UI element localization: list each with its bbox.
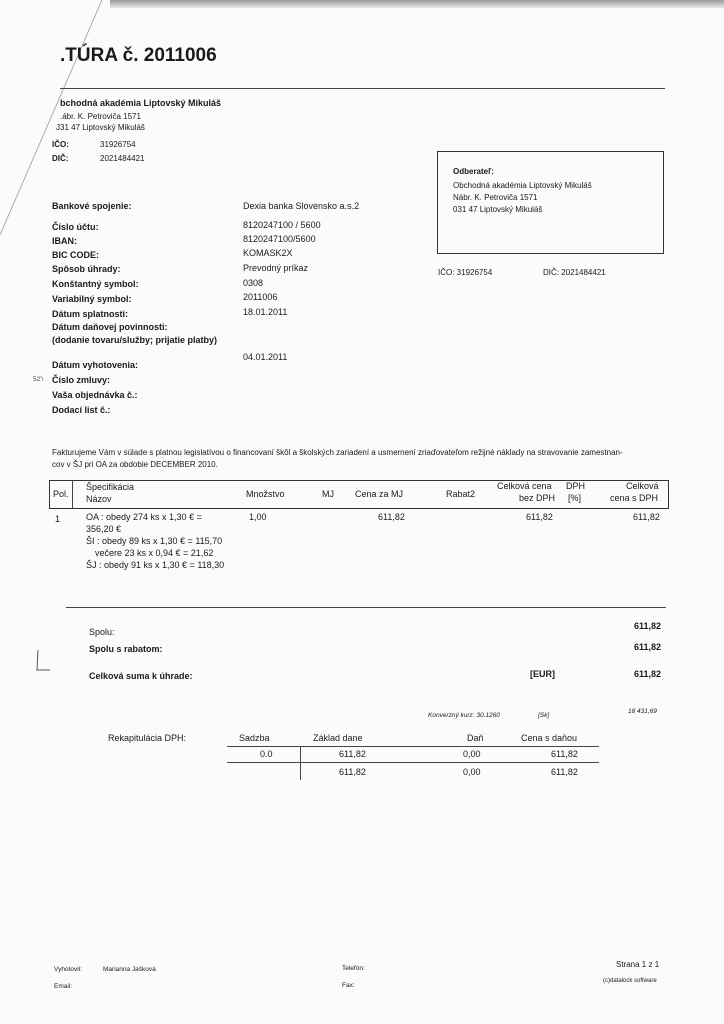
scan-edge (110, 0, 724, 8)
supplier-ico: 31926754 (100, 140, 136, 149)
var-value: 2011006 (243, 292, 278, 302)
page-number: Strana 1 z 1 (616, 960, 660, 969)
due-currency: [EUR] (530, 669, 555, 679)
vat-row1-base: 611,82 (339, 749, 366, 759)
fax-label: Fax: (342, 982, 355, 989)
col-qty: Množstvo (246, 489, 285, 499)
row-qty: 1,00 (249, 512, 267, 522)
row-total-vat: 611,82 (633, 512, 660, 522)
invoice-note-line2: cov v ŠJ pri OA za obdobie DECEMBER 2010. (52, 460, 218, 469)
customer-street: Nábr. K. Petroviča 1571 (453, 193, 538, 202)
row-desc-line5: ŠJ : obedy 91 ks x 1,30 € = 118,30 (86, 560, 225, 570)
col-price: Cena za MJ (355, 489, 404, 499)
supplier-name: bchodná akadémia Liptovský Mikuláš (60, 98, 222, 108)
col-spec: Špecifikácia (86, 482, 135, 492)
tax-date-sublabel: (dodanie tovaru/služby; prijatie platby) (52, 335, 218, 345)
customer-title: Odberateľ: (453, 167, 494, 176)
vat-col-total: Cena s daňou (521, 733, 578, 743)
vat-row2-base: 611,82 (339, 767, 366, 777)
supplier-city: J31 47 Liptovský Mikuláš (56, 123, 145, 132)
row-price: 611,82 (378, 512, 405, 522)
row-desc-line3: ŠI : obedy 89 ks x 1,30 € = 115,70 (86, 536, 223, 546)
vat-row1-total: 611,82 (551, 749, 578, 759)
phone-label: Telefón: (342, 965, 365, 972)
discount-label: Spolu s rabatom: (89, 644, 163, 654)
contract-label: Číslo zmluvy: (52, 375, 111, 385)
row-total-no-vat: 611,82 (526, 512, 553, 522)
row-desc-line4: večere 23 ks x 0,94 € = 21,62 (95, 548, 214, 558)
issued-date-value: 04.01.2011 (243, 352, 288, 362)
issued-by-label: Vyhotovil: (54, 966, 82, 973)
vat-col-tax: Daň (467, 733, 484, 743)
col-total-vat: Celková (626, 481, 659, 491)
vat-row-line (227, 762, 599, 763)
col-vat-sub: [%] (568, 493, 582, 503)
header-divider (72, 480, 73, 508)
col-mj: MJ (322, 489, 334, 499)
due-date-label: Dátum splatnosti: (52, 309, 129, 319)
bank-value: Dexia banka Slovensko a.s.2 (243, 201, 360, 211)
delivery-label: Dodací list č.: (52, 405, 111, 415)
vat-recap-label: Rekapitulácia DPH: (108, 733, 187, 743)
sum-label: Spolu: (89, 627, 115, 637)
supplier-street: .ábr. K. Petroviča 1571 (60, 112, 141, 121)
issued-by-value: Marianna Jašková (103, 966, 156, 973)
due-date-value: 18.01.2011 (243, 307, 288, 317)
invoice-note-line1: Fakturujeme Vám v súlade s platnou legislatívou o financovaní škôl a školských zariadení a usmernení zriaďovateľom režijné náklady na stravovanie zamestnan- (52, 448, 623, 457)
row-desc-line1: OA : obedy 274 ks x 1,30 € = (86, 512, 202, 522)
method-label: Spôsob úhrady: (52, 264, 121, 274)
totals-divider (66, 607, 666, 608)
vat-col-base: Základ dane (313, 733, 363, 743)
conversion-currency: [Sk] (538, 712, 550, 719)
vat-row2-total: 611,82 (551, 767, 578, 777)
row-pol: 1 (55, 514, 61, 524)
due-total-label: Celková suma k úhrade: (89, 671, 193, 681)
order-label: Vaša objednávka č.: (52, 390, 138, 400)
col-vat: DPH (566, 481, 586, 491)
col-nazov: Názov (86, 494, 112, 504)
col-rabat: Rabat2 (446, 489, 476, 499)
due-total-value: 611,82 (634, 669, 662, 679)
const-value: 0308 (243, 278, 264, 288)
bic-value: KOMASK2X (243, 248, 293, 258)
method-value: Prevodný príkaz (243, 263, 309, 273)
iban-label: IBAN: (52, 236, 77, 246)
discount-value: 611,82 (634, 642, 662, 652)
conversion-value: 18 431,69 (628, 708, 657, 715)
var-label: Variabilný symbol: (52, 294, 132, 304)
title-divider (60, 88, 665, 89)
row-desc-line2: 356,20 € (86, 524, 122, 534)
supplier-dic: 2021484421 (100, 154, 145, 163)
handwritten-mark (34, 648, 54, 674)
iban-value: 8120247100/5600 (243, 234, 316, 244)
vat-header-line (227, 746, 599, 747)
customer-dic: DIČ: 2021484421 (543, 268, 606, 277)
vat-row2-tax: 0,00 (463, 767, 481, 777)
bic-label: BIC CODE: (52, 250, 99, 260)
customer-city: 031 47 Liptovský Mikuláš (453, 205, 543, 214)
tax-date-label: Dátum daňovej povinnosti: (52, 322, 168, 332)
col-total-no-vat: Celková cena (497, 481, 552, 491)
col-pol: Pol. (53, 489, 69, 499)
issued-date-label: Dátum vyhotovenia: (52, 360, 139, 370)
bank-label: Bankové spojenie: (52, 201, 132, 211)
supplier-ico-label: IČO: (52, 140, 69, 149)
col-total-no-vat-sub: bez DPH (519, 493, 556, 503)
vat-row1-rate: 0.0 (260, 749, 273, 759)
customer-ico: IČO: 31926754 (438, 268, 493, 277)
const-label: Konštantný symbol: (52, 279, 139, 289)
sum-value: 611,82 (634, 621, 662, 631)
account-label: Číslo účtu: (52, 222, 99, 232)
col-total-vat-sub: cena s DPH (610, 493, 659, 503)
email-label: Email: (54, 983, 73, 990)
supplier-dic-label: DIČ: (52, 154, 69, 163)
software-credit: (c)datalock software (603, 978, 657, 984)
vat-col-rate: Sadzba (239, 733, 270, 743)
vat-col-divider (300, 746, 301, 780)
vat-row1-tax: 0,00 (463, 749, 481, 759)
invoice-title: .TÚRA č. 2011006 (60, 45, 217, 66)
customer-name: Obchodná akadémia Liptovský Mikuláš (453, 181, 592, 190)
conversion-rate: Konverzný kurz: 30.1260 (428, 712, 500, 719)
account-value: 8120247100 / 5600 (243, 220, 321, 230)
contract-margin-mark: 52'\ (33, 376, 44, 383)
